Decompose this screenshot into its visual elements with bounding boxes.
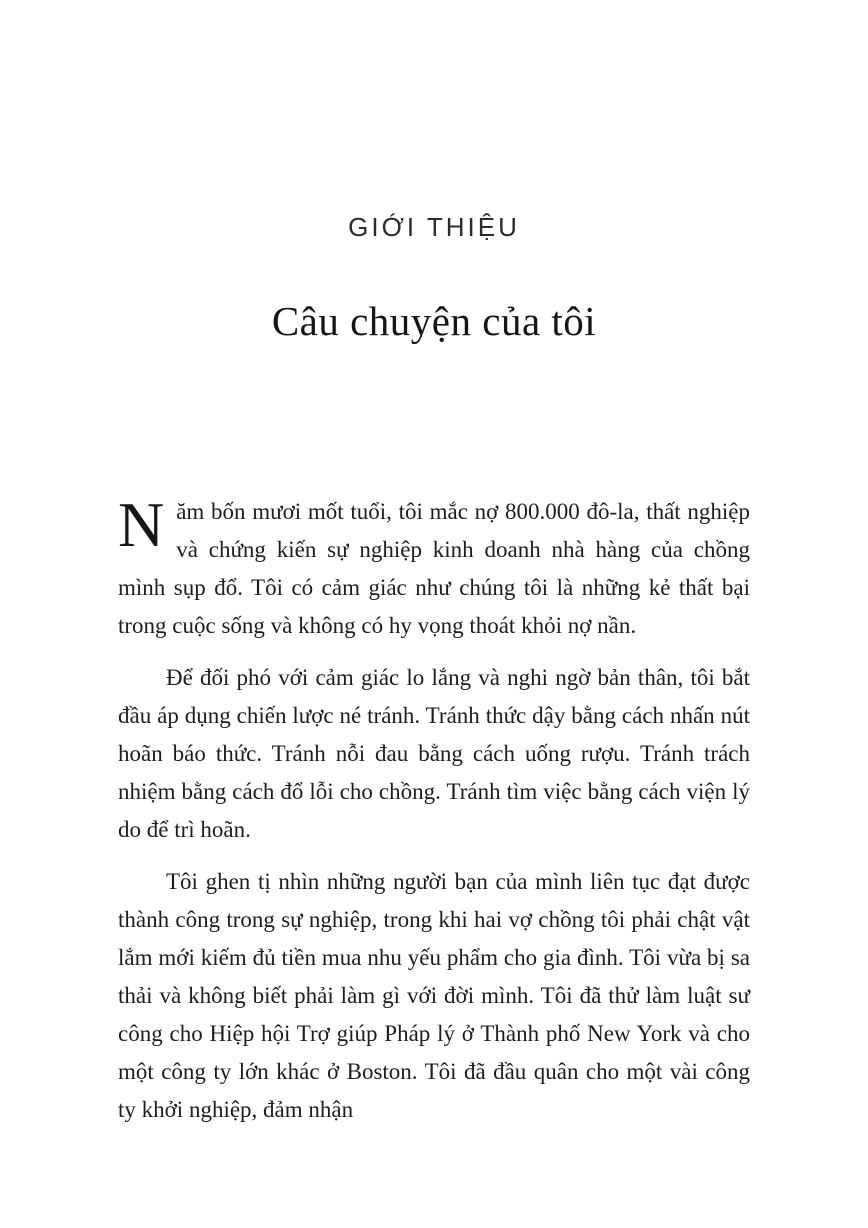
paragraph-text: ăm bốn mươi mốt tuổi, tôi mắc nợ 800.000 đô-la, thất nghiệp và chứng kiến sự nghiệp kinh doanh nhà hàng của chồng mình sụp đổ. Tôi có cảm giác như chúng tôi là những kẻ thất bại trong cuộc sống và không có hy vọng thoát khỏi nợ nần. xyxy=(118,499,750,638)
body-paragraph: Để đối phó với cảm giác lo lắng và nghi ngờ bản thân, tôi bắt đầu áp dụng chiến lược né tránh. Tránh thức dậy bằng cách nhấn nút hoãn báo thức. Tránh nỗi đau bằng cách uống rượu. Tránh trách nhiệm bằng cách đổ lỗi cho chồng. Tránh tìm việc bằng cách viện lý do để trì hoãn. xyxy=(118,665,750,842)
body-paragraph xyxy=(118,489,750,645)
chapter-title: Câu chuyện của tôi xyxy=(271,298,597,344)
drop-cap: N xyxy=(118,489,165,560)
section-heading: GIỚI THIỆU xyxy=(348,212,520,242)
body-text-block xyxy=(118,489,750,1129)
body-paragraph: Tôi ghen tị nhìn những người bạn của mình liên tục đạt được thành công trong sự nghiệp, trong khi hai vợ chồng tôi phải chật vật lắm mới kiếm đủ tiền mua nhu yếu phẩm cho gia đình. Tôi vừa bị sa thải và không biết phải làm gì với đời mình. Tôi đã thử làm luật sư công cho Hiệp hội Trợ giúp Pháp lý ở Thành phố New York và cho một công ty lớn khác ở Boston. Tôi đã đầu quân cho một vài công ty khởi nghiệp, đảm nhận xyxy=(118,869,750,1122)
